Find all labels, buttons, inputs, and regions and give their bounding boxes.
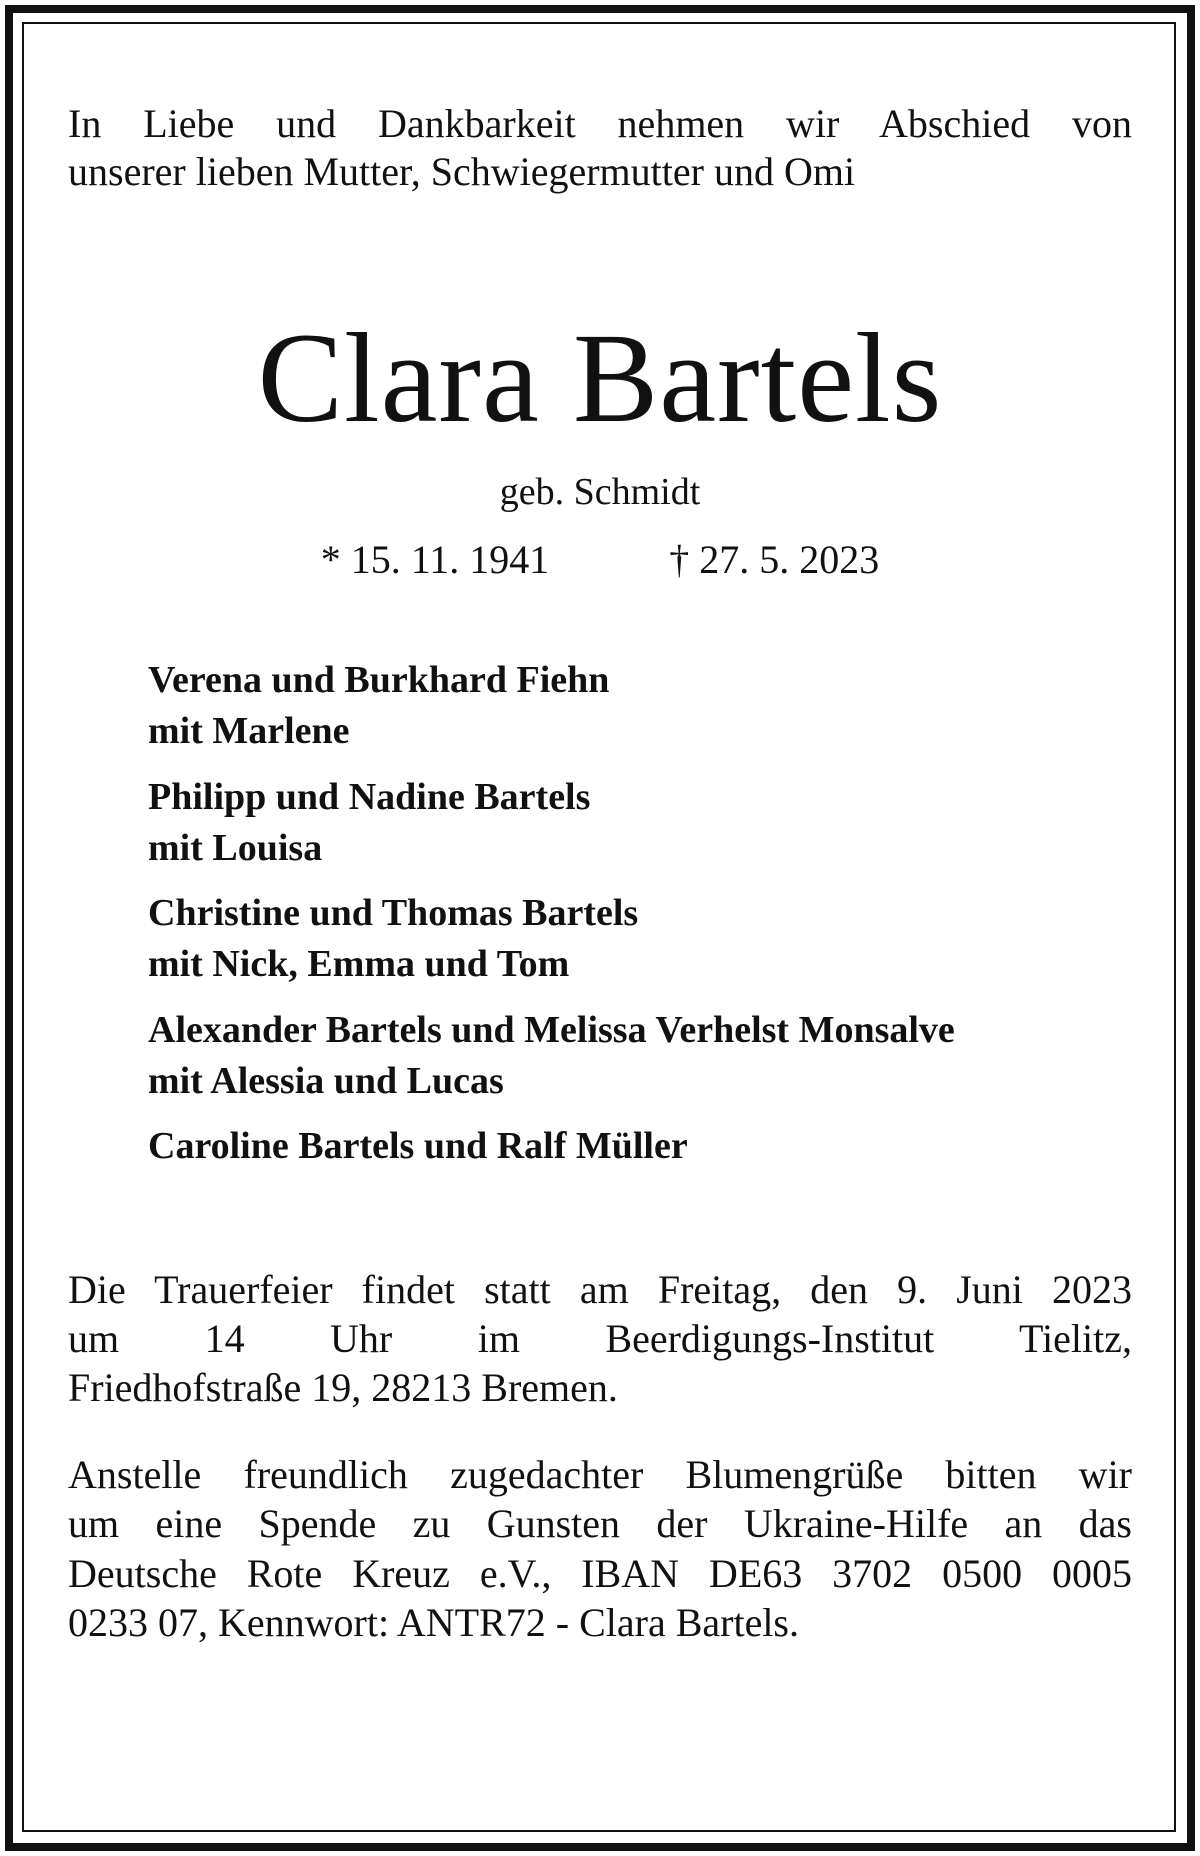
mourner-children: mit Marlene xyxy=(148,710,350,753)
mourner-names: Christine und Thomas Bartels xyxy=(148,892,639,935)
deceased-name: Clara Bartels xyxy=(257,307,943,449)
mourner-children: mit Alessia und Lucas xyxy=(148,1060,504,1103)
obituary-notice xyxy=(68,100,1132,1647)
intro-text xyxy=(68,100,1132,196)
mourner-children: mit Nick, Emma und Tom xyxy=(148,943,570,986)
life-dates xyxy=(68,536,1132,583)
donation-line-2: um eine Spende zu Gunsten der Ukraine-Hilfe an das xyxy=(68,1501,1132,1547)
mourner-group xyxy=(148,772,1132,875)
service-line-3: Friedhofstraße 19, 28213 Bremen. xyxy=(68,1365,618,1411)
mourner-names: Caroline Bartels und Ralf Müller xyxy=(148,1125,688,1168)
mourner-group xyxy=(148,655,1132,758)
service-line-1: Die Trauerfeier findet statt am Freitag, den 9. Juni 2023 xyxy=(68,1266,1132,1312)
mourner-names: Verena und Burkhard Fiehn xyxy=(148,659,610,701)
birth-date: * 15. 11. 1941 xyxy=(320,537,550,582)
donation-line-3: Deutsche Rote Kreuz e.V., IBAN DE63 3702 0500 0005 xyxy=(68,1550,1132,1596)
mourner-names: Philipp und Nadine Bartels xyxy=(148,775,591,818)
donation-request-text xyxy=(68,1450,1132,1647)
donation-line-4: 0233 07, Kennwort: ANTR72 - Clara Bartels. xyxy=(68,1599,799,1645)
mourner-group xyxy=(148,1121,1132,1172)
intro-line-2: unserer lieben Mutter, Schwiegermutter und Omi xyxy=(68,149,856,194)
maiden-name: geb. Schmidt xyxy=(499,471,701,513)
funeral-service-text xyxy=(68,1265,1132,1413)
service-line-2: um 14 Uhr im Beerdigungs-Institut Tielitz, xyxy=(68,1315,1132,1361)
mourner-children: mit Louisa xyxy=(148,826,323,869)
mourner-group xyxy=(148,888,1132,991)
death-date: † 27. 5. 2023 xyxy=(669,537,880,582)
mourners-list xyxy=(68,655,1132,1173)
mourner-group xyxy=(148,1005,1132,1108)
mourner-names: Alexander Bartels und Melissa Verhelst Monsalve xyxy=(148,1008,955,1051)
donation-line-1: Anstelle freundlich zugedachter Blumengrüße bitten wir xyxy=(68,1452,1132,1498)
intro-line-1: In Liebe und Dankbarkeit nehmen wir Abschied von xyxy=(68,101,1132,146)
